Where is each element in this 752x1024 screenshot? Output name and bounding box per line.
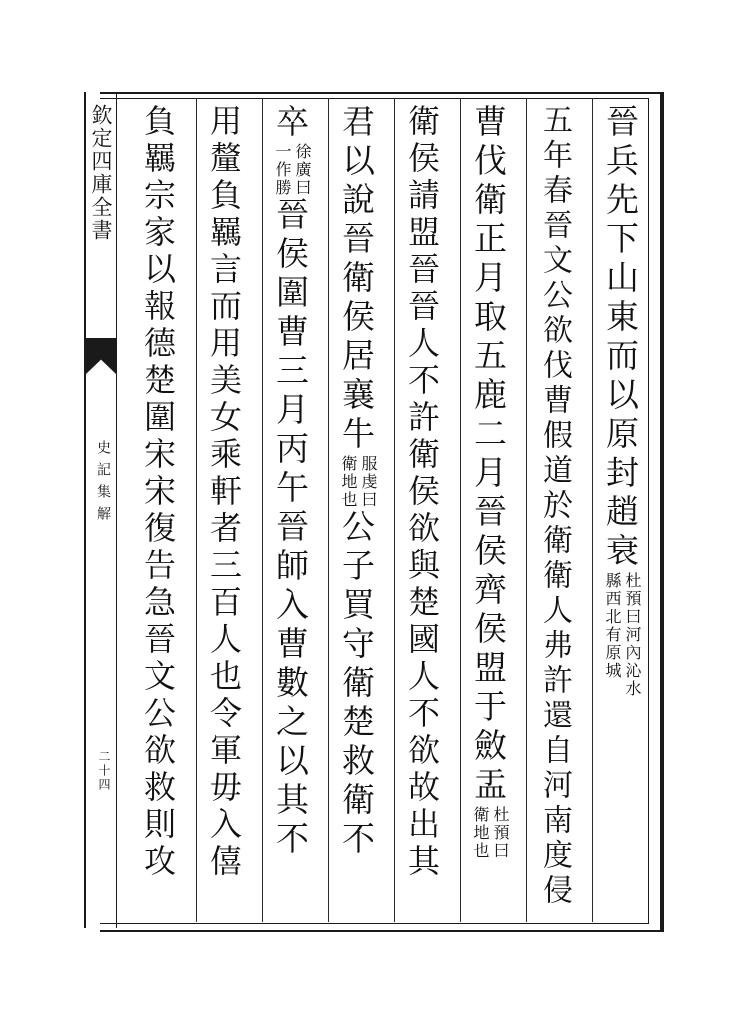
note-line: 縣西北有原城 <box>603 572 622 680</box>
text-column-6 <box>268 104 312 916</box>
spine-book-title: 欽定四庫全書 <box>89 104 113 242</box>
note-line: 服虔曰 <box>359 455 378 509</box>
commentary-note <box>602 572 642 698</box>
column-rule <box>460 98 461 922</box>
spine-rule-left <box>84 92 86 928</box>
column-rule <box>262 98 263 922</box>
note-line: 徐廣曰 <box>293 143 312 197</box>
text-column-5 <box>334 104 378 916</box>
text-column-8 <box>136 104 180 916</box>
note-line: 衛地也 <box>471 806 490 860</box>
text-column-7 <box>202 104 246 916</box>
column-rule <box>526 98 527 922</box>
note-line: 杜預曰河內沁水 <box>623 572 642 698</box>
text-column-1 <box>598 104 642 916</box>
main-text-continued: 晉侯圍曹三月丙午晉師入曹數之以其不 <box>271 197 310 860</box>
commentary-note <box>470 806 510 860</box>
spine-rule-right <box>116 92 117 928</box>
spine-page-number: 二十四 <box>97 750 111 792</box>
main-text: 君以說晉衛侯居襄牛 <box>337 104 376 455</box>
column-rule <box>394 98 395 922</box>
main-text: 負羈宗家以報德楚圍宋宋復告急晉文公欲救則攻 <box>139 104 177 881</box>
main-text: 五年春晉文公欲伐曹假道於衛衛人弗許還自河南度侵 <box>537 104 572 909</box>
column-rule <box>328 98 329 922</box>
main-text: 曹伐衛正月取五鹿二月晉侯齊侯盟于斂盂 <box>469 104 508 806</box>
note-line: 衛地也 <box>339 455 358 509</box>
main-text-continued: 公子買守衛楚救衛不 <box>337 509 376 860</box>
spine-section-title: 史記集解 <box>95 440 111 528</box>
text-column-3 <box>466 104 510 916</box>
note-line: 一作勝 <box>273 143 292 197</box>
main-text: 卒 <box>271 104 310 143</box>
commentary-note <box>338 455 378 509</box>
text-column-2 <box>532 104 576 916</box>
commentary-note <box>272 143 312 197</box>
column-rule <box>592 98 593 922</box>
text-column-4 <box>400 104 444 916</box>
main-text: 衛侯請盟晉晉人不許衛侯欲與楚國人不欲故出其 <box>403 104 441 881</box>
main-text: 用釐負羈言而用美女乘軒者三百人也令軍毋入僖 <box>205 104 243 881</box>
column-rule <box>196 98 197 922</box>
main-text: 晉兵先下山東而以原封趙衰 <box>601 104 640 572</box>
note-line: 杜預曰 <box>491 806 510 860</box>
